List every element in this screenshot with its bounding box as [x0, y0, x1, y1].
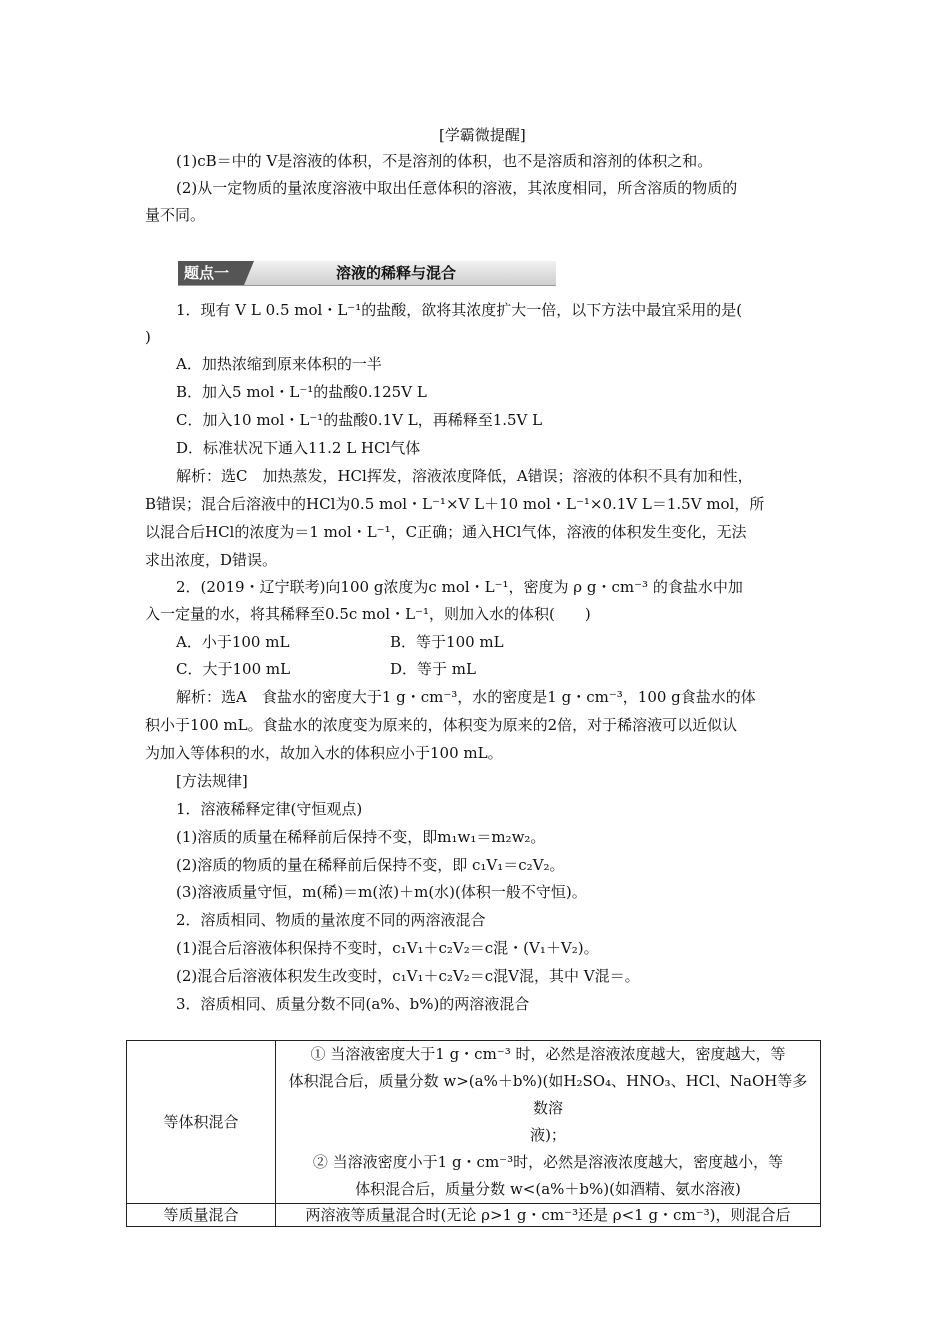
tip-title: [学霸微提醒] — [439, 126, 526, 144]
table-line: 体积混合后，质量分数 w<(a%＋b%)(如酒精、氨水溶液) — [355, 1180, 741, 1198]
q1-option-c: C．加入10 mol・L⁻¹的盐酸0.1V L，再稀释至1.5V L — [176, 411, 543, 429]
tip-line-2: (2)从一定物质的量浓度溶液中取出任意体积的溶液，其浓度相同，所含溶质的物质的 — [176, 179, 738, 197]
q2-analysis-2: 积小于100 mL。食盐水的浓度变为原来的，体积变为原来的2倍，对于稀溶液可以近似认 — [145, 716, 738, 734]
method-title: [方法规律] — [176, 772, 248, 790]
q2-analysis-1: 解析：选A 食盐水的密度大于1 g・cm⁻³，水的密度是1 g・cm⁻³，100 g食盐水的体 — [176, 688, 756, 706]
table-line: ② 当溶液密度小于1 g・cm⁻³时，必然是溶液浓度越大，密度越小，等 — [312, 1153, 784, 1171]
q1-analysis-1: 解析：选C 加热蒸发，HCl挥发，溶液浓度降低，A错误；溶液的体积不具有加和性， — [176, 467, 753, 485]
table-row — [127, 1204, 821, 1227]
table-line: ① 当溶液密度大于1 g・cm⁻³ 时，必然是溶液浓度越大，密度越大，等 — [310, 1045, 786, 1063]
q1-option-d: D．标准状况下通入11.2 L HCl气体 — [176, 439, 421, 457]
q2-option-d: D．等于 mL — [390, 660, 476, 678]
method-rule-5: (2)混合后溶液体积发生改变时，c₁V₁＋c₂V₂＝c混V混，其中 V混＝。 — [176, 967, 640, 985]
q1-analysis-3: 以混合后HCl的浓度为＝1 mol・L⁻¹，C正确；通入HCl气体，溶液的体积发生变化，无法 — [145, 523, 747, 541]
method-rule-1: (1)溶质的质量在稀释前后保持不变，即m₁w₁＝m₂w₂。 — [176, 828, 546, 846]
q2-option-a: A．小于100 mL — [176, 633, 290, 651]
method-rule-3: (3)溶液质量守恒，m(稀)＝m(浓)＋m(水)(体积一般不守恒)。 — [176, 883, 587, 901]
q1-stem-2: ) — [145, 328, 151, 346]
method-heading-3: 3．溶质相同、质量分数不同(a%、b%)的两溶液混合 — [176, 995, 530, 1013]
table-row — [127, 1041, 821, 1204]
q1-analysis-4: 求出浓度，D错误。 — [145, 551, 278, 569]
q1-option-a: A．加热浓缩到原来体积的一半 — [176, 355, 382, 373]
banner-title: 溶液的稀释与混合 — [336, 264, 457, 282]
section-banner — [178, 261, 556, 286]
q2-option-b: B．等于100 mL — [390, 633, 504, 651]
table-line: 体积混合后，质量分数 w>(a%＋b%)(如H₂SO₄、HNO₃、HCl、NaOH等多数溶 — [288, 1072, 808, 1117]
tip-line-3: 量不同。 — [145, 206, 206, 224]
table-line: 液)； — [530, 1126, 566, 1144]
row-key-equal-volume: 等体积混合 — [127, 1041, 276, 1204]
q2-option-c: C．大于100 mL — [176, 660, 291, 678]
row-value-equal-mass: 两溶液等质量混合时(无论 ρ>1 g・cm⁻³还是 ρ<1 g・cm⁻³)，则混合后 — [276, 1204, 821, 1227]
method-rule-4: (1)混合后溶液体积保持不变时，c₁V₁＋c₂V₂＝c混・(V₁＋V₂)。 — [176, 939, 599, 957]
q2-analysis-3: 为加入等体积的水，故加入水的体积应小于100 mL。 — [145, 744, 503, 762]
q1-stem-1: 1．现有 V L 0.5 mol・L⁻¹的盐酸，欲将其浓度扩大一倍，以下方法中最宜采用的是( — [176, 301, 743, 319]
mixing-rules-table — [126, 1040, 821, 1227]
method-rule-2: (2)溶质的物质的量在稀释前后保持不变，即 c₁V₁＝c₂V₂。 — [176, 856, 565, 874]
method-heading-1: 1．溶液稀释定律(守恒观点) — [176, 800, 363, 818]
banner-tag: 题点一 — [178, 261, 244, 285]
method-heading-2: 2．溶质相同、物质的量浓度不同的两溶液混合 — [176, 911, 486, 929]
q2-stem-2: 入一定量的水，将其稀释至0.5c mol・L⁻¹，则加入水的体积( ) — [145, 605, 591, 623]
q1-analysis-2: B错误；混合后溶液中的HCl为0.5 mol・L⁻¹×V L＋10 mol・L⁻¹×0.1V L＝1.5V mol，所 — [145, 495, 765, 513]
tip-line-1: (1)cB＝中的 V是溶液的体积，不是溶剂的体积，也不是溶质和溶剂的体积之和。 — [176, 152, 713, 170]
q2-stem-1: 2．(2019・辽宁联考)向100 g浓度为c mol・L⁻¹，密度为 ρ g・cm⁻³ 的食盐水中加 — [176, 578, 743, 596]
q1-option-b: B．加入5 mol・L⁻¹的盐酸0.125V L — [176, 383, 427, 401]
row-key-equal-mass: 等质量混合 — [127, 1204, 276, 1227]
row-value-equal-volume — [276, 1041, 821, 1204]
